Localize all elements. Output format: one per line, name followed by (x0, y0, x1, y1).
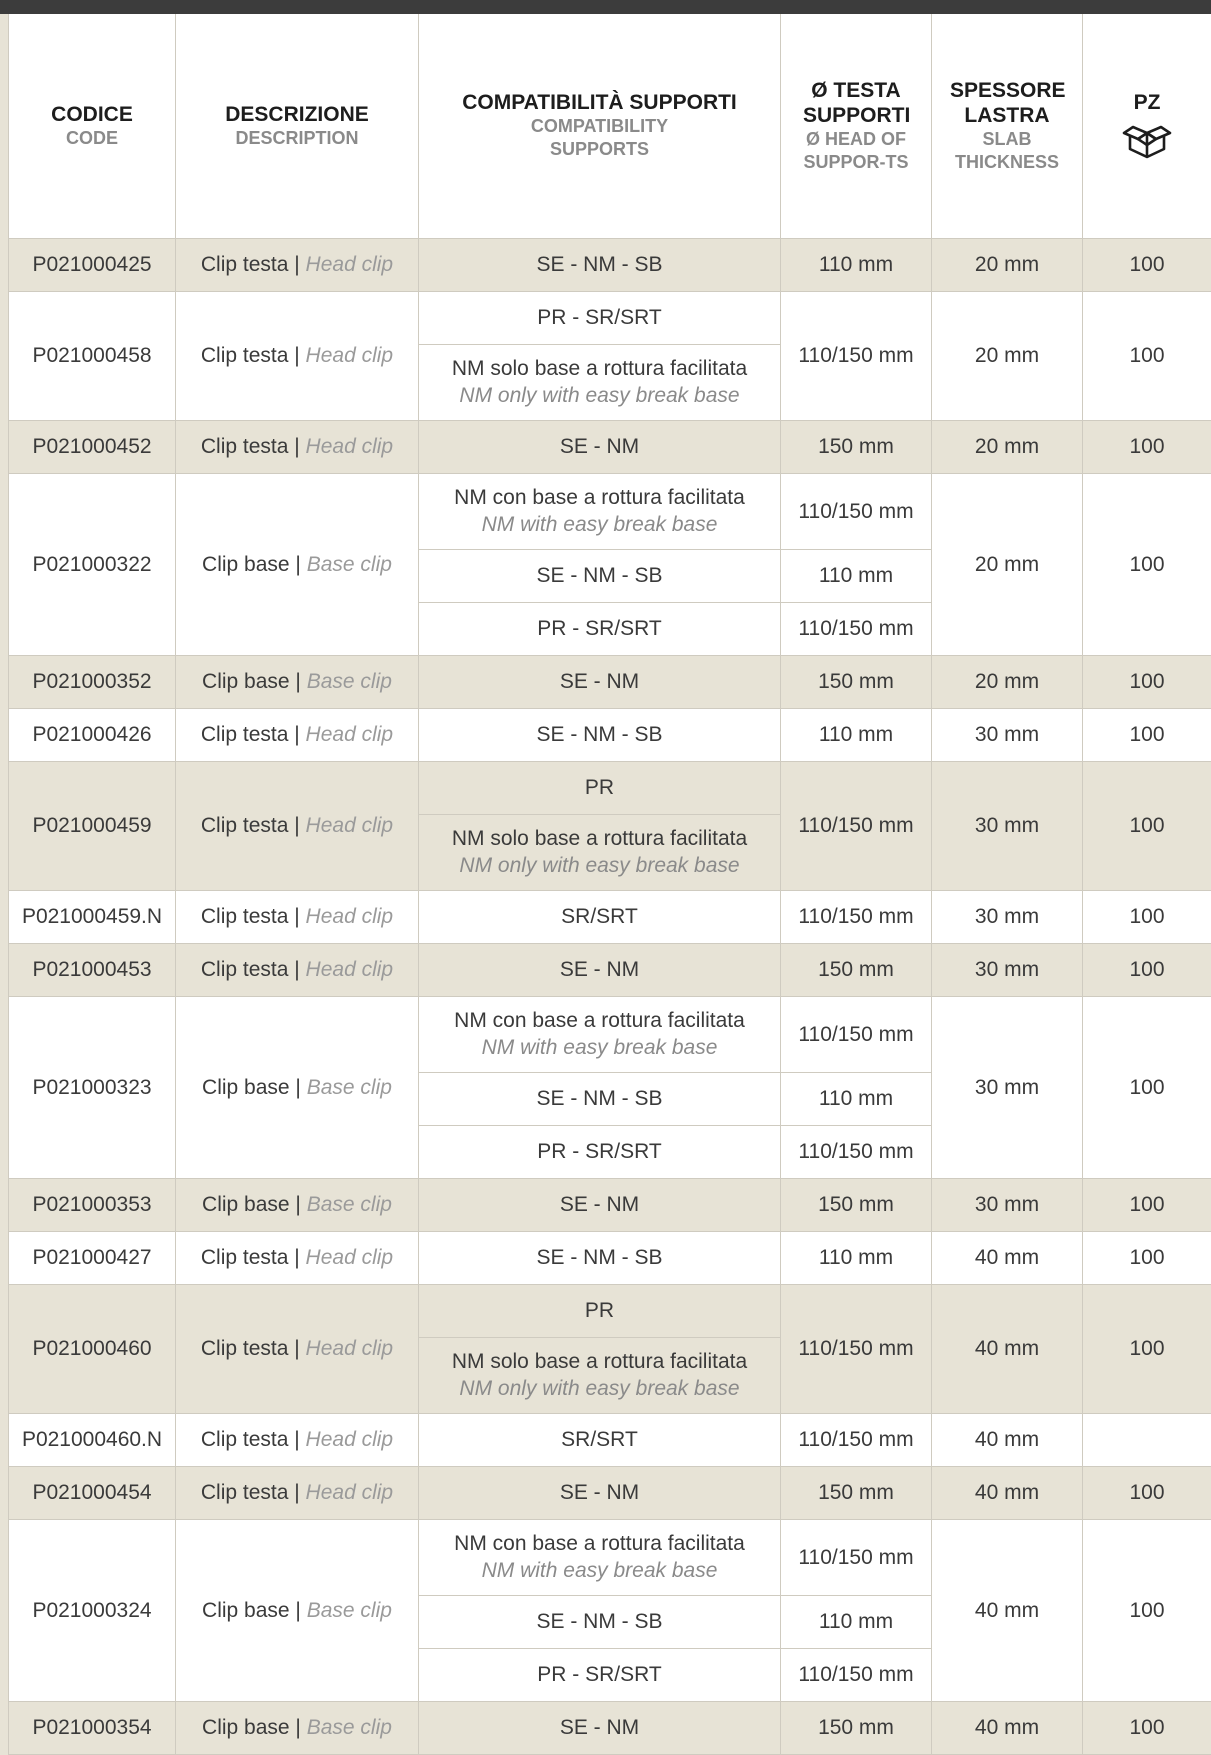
head-diameter-cell: 110/150 mm (781, 1413, 932, 1466)
compat-text: NM con base a rottura facilitata (454, 1532, 745, 1555)
header-description-en: DESCRIPTION (180, 127, 414, 150)
slab-thickness-cell: 40 mm (932, 1519, 1083, 1701)
description-cell (176, 943, 419, 996)
description-en: Base clip (307, 553, 392, 576)
box-icon (1120, 119, 1174, 161)
description-it: Clip testa | (201, 723, 306, 746)
description-en: Base clip (307, 1716, 392, 1739)
compat-text: SE - NM - SB (536, 1087, 662, 1110)
compat-text: PR (585, 1299, 614, 1322)
head-diameter-cell: 150 mm (781, 420, 932, 473)
slab-thickness-cell: 20 mm (932, 291, 1083, 420)
description-it: Clip base | (202, 1716, 307, 1739)
description-en: Head clip (306, 905, 394, 928)
slab-thickness-cell: 30 mm (932, 708, 1083, 761)
code-cell: P021000322 (9, 473, 176, 655)
head-diameter-cell: 110/150 mm (781, 996, 932, 1072)
slab-thickness-cell: 40 mm (932, 1466, 1083, 1519)
code-cell: P021000352 (9, 655, 176, 708)
code-cell: P021000425 (9, 238, 176, 291)
head-diameter-cell: 110 mm (781, 1231, 932, 1284)
compat-text: SR/SRT (561, 1428, 638, 1451)
head-diameter-cell: 110/150 mm (781, 1648, 932, 1701)
compat-text: SE - NM - SB (536, 253, 662, 276)
header-slab-thickness-en: SLAB THICKNESS (936, 128, 1078, 174)
head-diameter-cell: 110 mm (781, 549, 932, 602)
compat-cell (419, 238, 781, 291)
description-en: Head clip (306, 435, 394, 458)
header-compatibility-en: COMPATIBILITY SUPPORTS (423, 115, 776, 161)
description-en: Base clip (307, 1193, 392, 1216)
table-row (9, 890, 1211, 943)
compat-text: NM con base a rottura facilitata (454, 486, 745, 509)
compat-text: PR - SR/SRT (537, 1663, 661, 1686)
compat-cell (419, 549, 781, 602)
table-row (9, 1231, 1211, 1284)
slab-thickness-cell: 20 mm (932, 238, 1083, 291)
slab-thickness-cell: 20 mm (932, 420, 1083, 473)
pieces-cell: 100 (1083, 1178, 1211, 1231)
header-code-it: CODICE (13, 102, 171, 127)
table-row (9, 291, 1211, 344)
code-cell: P021000427 (9, 1231, 176, 1284)
compat-cell (419, 1072, 781, 1125)
description-it: Clip testa | (201, 1481, 306, 1504)
header-code-en: CODE (13, 127, 171, 150)
header-description-it: DESCRIZIONE (180, 102, 414, 127)
compat-text-en: NM with easy break base (423, 1557, 776, 1584)
compat-cell (419, 473, 781, 549)
product-table (8, 14, 1211, 1755)
description-en: Head clip (306, 958, 394, 981)
description-it: Clip testa | (201, 1246, 306, 1269)
description-it: Clip testa | (201, 1337, 306, 1360)
pieces-cell: 100 (1083, 420, 1211, 473)
description-it: Clip testa | (201, 905, 306, 928)
pieces-cell: 100 (1083, 1231, 1211, 1284)
code-cell: P021000426 (9, 708, 176, 761)
table-row (9, 1519, 1211, 1595)
pieces-cell: 100 (1083, 708, 1211, 761)
description-cell (176, 708, 419, 761)
header-description (176, 14, 419, 238)
compat-text: SE - NM (560, 958, 639, 981)
pieces-cell: 100 (1083, 890, 1211, 943)
head-diameter-cell: 150 mm (781, 1701, 932, 1754)
compat-cell (419, 1231, 781, 1284)
head-diameter-cell: 110/150 mm (781, 602, 932, 655)
code-cell: P021000454 (9, 1466, 176, 1519)
description-cell (176, 761, 419, 890)
table-row (9, 1413, 1211, 1466)
code-cell: P021000459.N (9, 890, 176, 943)
description-it: Clip testa | (201, 435, 306, 458)
head-diameter-cell: 150 mm (781, 655, 932, 708)
compat-cell (419, 1125, 781, 1178)
compat-text: SE - NM (560, 1481, 639, 1504)
description-it: Clip base | (202, 1193, 307, 1216)
description-it: Clip base | (202, 1599, 307, 1622)
header-head-diameter-en: Ø HEAD OF SUPPOR-TS (785, 128, 927, 174)
compat-cell (419, 1648, 781, 1701)
compat-text-en: NM only with easy break base (423, 852, 776, 879)
pieces-cell (1083, 1413, 1211, 1466)
pieces-cell: 100 (1083, 655, 1211, 708)
compat-cell (419, 655, 781, 708)
description-en: Base clip (307, 1076, 392, 1099)
table-row (9, 996, 1211, 1072)
code-cell: P021000460 (9, 1284, 176, 1413)
description-en: Head clip (306, 344, 394, 367)
head-diameter-cell: 110 mm (781, 238, 932, 291)
compat-text: PR - SR/SRT (537, 1140, 661, 1163)
table-row (9, 1701, 1211, 1754)
description-it: Clip testa | (201, 253, 306, 276)
description-en: Head clip (306, 814, 394, 837)
compat-text: SE - NM (560, 670, 639, 693)
compat-text-en: NM with easy break base (423, 511, 776, 538)
compat-text: NM solo base a rottura facilitata (452, 827, 747, 850)
head-diameter-cell: 110/150 mm (781, 761, 932, 890)
description-cell (176, 1231, 419, 1284)
slab-thickness-cell: 30 mm (932, 943, 1083, 996)
pieces-cell: 100 (1083, 1466, 1211, 1519)
description-en: Base clip (307, 670, 392, 693)
compat-text-en: NM only with easy break base (423, 382, 776, 409)
description-en: Head clip (306, 253, 394, 276)
pieces-cell: 100 (1083, 761, 1211, 890)
code-cell: P021000354 (9, 1701, 176, 1754)
slab-thickness-cell: 40 mm (932, 1284, 1083, 1413)
compat-cell (419, 420, 781, 473)
pieces-cell: 100 (1083, 473, 1211, 655)
description-it: Clip base | (202, 1076, 307, 1099)
compat-cell (419, 1413, 781, 1466)
compat-text: SE - NM - SB (536, 723, 662, 746)
compat-cell (419, 602, 781, 655)
table-body (9, 238, 1211, 1754)
description-cell (176, 1413, 419, 1466)
compat-cell (419, 708, 781, 761)
table-row (9, 761, 1211, 814)
compat-cell (419, 996, 781, 1072)
description-it: Clip base | (202, 553, 307, 576)
description-it: Clip testa | (201, 958, 306, 981)
pieces-cell: 100 (1083, 1519, 1211, 1701)
compat-cell (419, 1337, 781, 1413)
header-slab-thickness-it: SPESSORE LASTRA (936, 78, 1078, 128)
code-cell: P021000460.N (9, 1413, 176, 1466)
head-diameter-cell: 110/150 mm (781, 890, 932, 943)
compat-text: PR - SR/SRT (537, 306, 661, 329)
table-row (9, 708, 1211, 761)
compat-cell (419, 1519, 781, 1595)
table-row (9, 238, 1211, 291)
head-diameter-cell: 110 mm (781, 708, 932, 761)
compat-text: SE - NM (560, 1716, 639, 1739)
head-diameter-cell: 110/150 mm (781, 473, 932, 549)
description-cell (176, 1284, 419, 1413)
head-diameter-cell: 110 mm (781, 1595, 932, 1648)
table-row (9, 1178, 1211, 1231)
head-diameter-cell: 110/150 mm (781, 1125, 932, 1178)
compat-cell (419, 761, 781, 814)
slab-thickness-cell: 30 mm (932, 1178, 1083, 1231)
code-cell: P021000324 (9, 1519, 176, 1701)
description-en: Head clip (306, 1337, 394, 1360)
code-cell: P021000459 (9, 761, 176, 890)
header-pieces (1083, 14, 1211, 238)
pieces-cell: 100 (1083, 1701, 1211, 1754)
pieces-cell: 100 (1083, 943, 1211, 996)
description-en: Head clip (306, 1246, 394, 1269)
description-cell (176, 473, 419, 655)
description-cell (176, 1519, 419, 1701)
head-diameter-cell: 110/150 mm (781, 291, 932, 420)
compat-text: SE - NM - SB (536, 1610, 662, 1633)
pieces-cell: 100 (1083, 1284, 1211, 1413)
slab-thickness-cell: 20 mm (932, 473, 1083, 655)
slab-thickness-cell: 20 mm (932, 655, 1083, 708)
compat-cell (419, 291, 781, 344)
description-it: Clip testa | (201, 1428, 306, 1451)
compat-cell (419, 1178, 781, 1231)
compat-cell (419, 1284, 781, 1337)
head-diameter-cell: 110/150 mm (781, 1519, 932, 1595)
header-pieces-label: PZ (1087, 90, 1207, 115)
slab-thickness-cell: 40 mm (932, 1701, 1083, 1754)
table-header (9, 14, 1211, 238)
pieces-cell: 100 (1083, 238, 1211, 291)
slab-thickness-cell: 30 mm (932, 890, 1083, 943)
compat-cell (419, 890, 781, 943)
description-en: Base clip (307, 1599, 392, 1622)
compat-text: PR - SR/SRT (537, 617, 661, 640)
pieces-cell: 100 (1083, 291, 1211, 420)
pieces-cell: 100 (1083, 996, 1211, 1178)
compat-text-en: NM with easy break base (423, 1034, 776, 1061)
header-compatibility-it: COMPATIBILITÀ SUPPORTI (423, 90, 776, 115)
code-cell: P021000458 (9, 291, 176, 420)
code-cell: P021000453 (9, 943, 176, 996)
compat-text: SE - NM (560, 1193, 639, 1216)
description-cell (176, 890, 419, 943)
table-row (9, 473, 1211, 549)
compat-text: SE - NM (560, 435, 639, 458)
code-cell: P021000452 (9, 420, 176, 473)
header-slab-thickness (932, 14, 1083, 238)
description-en: Head clip (306, 1428, 394, 1451)
slab-thickness-cell: 40 mm (932, 1413, 1083, 1466)
description-it: Clip testa | (201, 814, 306, 837)
compat-text: NM solo base a rottura facilitata (452, 357, 747, 380)
description-en: Head clip (306, 723, 394, 746)
head-diameter-cell: 150 mm (781, 943, 932, 996)
table-row (9, 1284, 1211, 1337)
header-code (9, 14, 176, 238)
compat-cell (419, 1466, 781, 1519)
description-cell (176, 1466, 419, 1519)
head-diameter-cell: 150 mm (781, 1466, 932, 1519)
compat-cell (419, 344, 781, 420)
description-en: Head clip (306, 1481, 394, 1504)
head-diameter-cell: 150 mm (781, 1178, 932, 1231)
header-compatibility (419, 14, 781, 238)
compat-cell (419, 1701, 781, 1754)
description-cell (176, 420, 419, 473)
head-diameter-cell: 110 mm (781, 1072, 932, 1125)
compat-text: SR/SRT (561, 905, 638, 928)
slab-thickness-cell: 30 mm (932, 996, 1083, 1178)
header-head-diameter-it: Ø TESTA SUPPORTI (785, 78, 927, 128)
description-cell (176, 291, 419, 420)
head-diameter-cell: 110/150 mm (781, 1284, 932, 1413)
compat-cell (419, 814, 781, 890)
compat-text: PR (585, 776, 614, 799)
description-it: Clip testa | (201, 344, 306, 367)
description-cell (176, 1178, 419, 1231)
compat-text: NM solo base a rottura facilitata (452, 1350, 747, 1373)
compat-cell (419, 943, 781, 996)
description-cell (176, 996, 419, 1178)
description-cell (176, 1701, 419, 1754)
description-cell (176, 655, 419, 708)
top-bar (0, 0, 1211, 14)
compat-text: SE - NM - SB (536, 1246, 662, 1269)
table-row (9, 943, 1211, 996)
slab-thickness-cell: 40 mm (932, 1231, 1083, 1284)
description-cell (176, 238, 419, 291)
table-row (9, 420, 1211, 473)
table-row (9, 1466, 1211, 1519)
code-cell: P021000353 (9, 1178, 176, 1231)
code-cell: P021000323 (9, 996, 176, 1178)
description-it: Clip base | (202, 670, 307, 693)
slab-thickness-cell: 30 mm (932, 761, 1083, 890)
header-head-diameter (781, 14, 932, 238)
compat-text: SE - NM - SB (536, 564, 662, 587)
compat-cell (419, 1595, 781, 1648)
compat-text-en: NM only with easy break base (423, 1375, 776, 1402)
compat-text: NM con base a rottura facilitata (454, 1009, 745, 1032)
table-row (9, 655, 1211, 708)
